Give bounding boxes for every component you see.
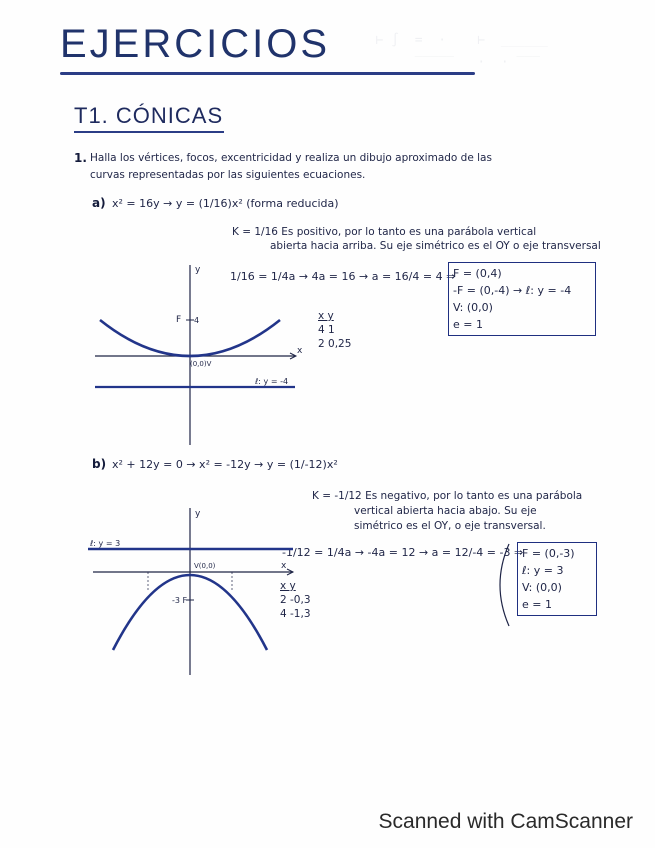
ex-b-k-line-3: simétrico es el OY, o eje transversal. xyxy=(354,520,546,532)
ex-a-table-header: x y xyxy=(318,310,334,322)
ex-a-result-box xyxy=(448,262,596,336)
ex-a-calc: 1/16 = 1/4a → 4a = 16 → a = 16/4 = 4 ⇒ xyxy=(230,270,456,283)
ex-a-table-row-1: 2 0,25 xyxy=(318,338,352,350)
ex-b-table-row-1: 4 -1,3 xyxy=(280,608,311,620)
title-underline xyxy=(60,72,475,75)
ex-b-calc: -1/12 = 1/4a → -4a = 12 → a = 12/-4 = -3 ⇒ xyxy=(282,546,524,559)
ex-a-graph xyxy=(90,260,305,445)
ex-b-table-header: x y xyxy=(280,580,296,592)
ex-b-result-1: ℓ: y = 3 xyxy=(522,564,564,577)
page-title: EJERCICIOS xyxy=(60,22,331,66)
ex-b-graph-directrix: ℓ: y = 3 xyxy=(90,539,121,548)
ex-b-result-0: F = (0,-3) xyxy=(522,547,575,560)
ex-a-result-1: -F = (0,-4) → ℓ: y = -4 xyxy=(453,284,572,297)
ex-a-graph-directrix: ℓ: y = -4 xyxy=(255,377,289,386)
section-heading: T1. CÓNICAS xyxy=(74,103,224,128)
ex-a-result-2: V: (0,0) xyxy=(453,301,493,314)
statement-number: 1. xyxy=(74,151,87,165)
ex-b-label: b) xyxy=(92,457,107,471)
ex-b-table-row-0: 2 -0,3 xyxy=(280,594,311,606)
bleed-through: ⊢ ∫ = · ⊢ ______ ‾‾‾‾‾ · · ‾‾‾ xyxy=(375,33,548,70)
ex-b-graph xyxy=(88,500,303,675)
statement-line-2: curvas representadas por las siguientes ecuaciones. xyxy=(90,169,366,181)
ex-a-graph-x-label: x xyxy=(297,346,303,356)
ex-a-k-line-1: K = 1/16 Es positivo, por lo tanto es una parábola vertical xyxy=(232,226,537,238)
ex-a-result-0: F = (0,4) xyxy=(453,267,502,280)
ex-b-graph-x-label: x xyxy=(281,561,287,571)
ex-b-k-line-1: K = -1/12 Es negativo, por lo tanto es una parábola xyxy=(312,490,583,502)
ex-a-graph-y-label: y xyxy=(195,265,201,275)
ex-a-graph-focus: F xyxy=(176,315,182,325)
ex-b-graph-y-label: y xyxy=(195,509,201,519)
ex-a-graph-vertex: (0,0)V xyxy=(190,360,212,368)
section-underline xyxy=(74,131,224,133)
ex-a-graph-focus-value: 4 xyxy=(194,316,200,325)
ex-a-result-3: e = 1 xyxy=(453,318,483,331)
statement-line-1: Halla los vértices, focos, excentricidad y realiza un dibujo aproximado de las xyxy=(90,152,492,164)
ex-a-label: a) xyxy=(92,196,106,210)
ex-b-graph-vertex: V(0,0) xyxy=(194,562,216,570)
ex-a-equation: x² = 16y → y = (1/16)x² (forma reducida) xyxy=(112,197,339,210)
ex-b-bracket xyxy=(487,540,517,630)
ex-b-result-box xyxy=(517,542,597,616)
ex-b-result-3: e = 1 xyxy=(522,598,552,611)
ex-b-graph-focus: -3 F xyxy=(172,596,188,605)
ex-a-k-line-2: abierta hacia arriba. Su eje simétrico es el OY o eje transversal xyxy=(270,240,601,252)
ex-b-equation: x² + 12y = 0 → x² = -12y → y = (1/-12)x² xyxy=(112,458,338,471)
ex-a-table-row-0: 4 1 xyxy=(318,324,335,336)
scanner-watermark: Scanned with CamScanner xyxy=(378,810,633,833)
ex-b-result-2: V: (0,0) xyxy=(522,581,562,594)
ex-b-k-line-2: vertical abierta hacia abajo. Su eje xyxy=(354,505,537,517)
